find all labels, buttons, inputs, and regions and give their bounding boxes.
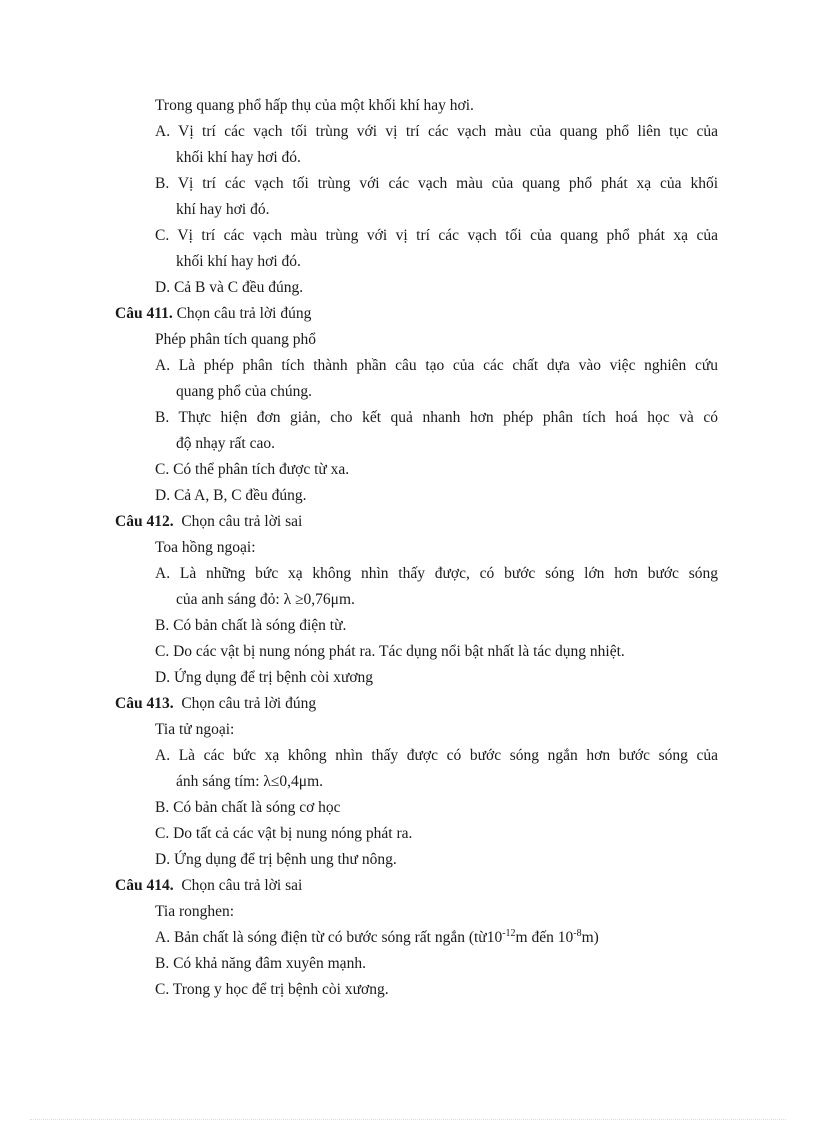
answer-option: C. Do các vật bị nung nóng phát ra. Tác dụng nổi bật nhất là tác dụng nhiệt. [155, 643, 625, 660]
answer-option: B. Thực hiện đơn giản, cho kết quả nhanh hơn phép phân tích hoá học và có [155, 409, 718, 426]
question-instruction: Chọn câu trả lời đúng [173, 695, 317, 712]
answer-option: A. Vị trí các vạch tối trùng với vị trí các vạch màu của quang phổ liên tục của [155, 123, 718, 140]
answer-option: C. Có thể phân tích được từ xa. [155, 461, 350, 478]
answer-option-continuation: khí hay hơi đó. [176, 201, 270, 218]
answer-option: A. Là những bức xạ không nhìn thấy được, có bước sóng lớn hơn bước sóng [155, 565, 718, 582]
question-stem: Tia ronghen: [155, 903, 235, 920]
answer-option: C. Trong y học để trị bệnh còi xương. [155, 981, 389, 998]
question-number: Câu 412. [115, 513, 174, 530]
exponent: -12 [502, 928, 516, 939]
answer-option: D. Cả A, B, C đều đúng. [155, 487, 307, 504]
answer-option: B. Có bản chất là sóng cơ học [155, 799, 341, 816]
answer-option [155, 928, 718, 948]
answer-option-continuation: độ nhạy rất cao. [176, 435, 275, 452]
answer-option-continuation: khối khí hay hơi đó. [176, 253, 301, 270]
question-instruction: Chọn câu trả lời sai [173, 513, 303, 530]
answer-option-continuation: ánh sáng tím: λ≤0,4μm. [176, 773, 324, 790]
answer-option-continuation: khối khí hay hơi đó. [176, 149, 301, 166]
question-heading [115, 876, 302, 896]
answer-option: D. Cả B và C đều đúng. [155, 279, 304, 296]
question-stem: Phép phân tích quang phổ [155, 331, 317, 348]
question-number: Câu 413. [115, 695, 174, 712]
answer-option: C. Do tất cả các vật bị nung nóng phát ra. [155, 825, 413, 842]
question-heading [115, 512, 302, 532]
question-stem: Tia tử ngoại: [155, 721, 235, 738]
answer-option: A. Là các bức xạ không nhìn thấy được có bước sóng ngắn hơn bước sóng của [155, 747, 718, 764]
question-instruction: Chọn câu trả lời đúng [172, 305, 312, 322]
answer-option: B. Vị trí các vạch tối trùng với các vạch màu của quang phổ phát xạ của khối [155, 175, 718, 192]
question-stem: Trong quang phổ hấp thụ của một khối khí hay hơi. [155, 97, 474, 114]
option-text-part: A. Bản chất là sóng điện từ có bước sóng rất ngắn (từ10 [155, 929, 503, 946]
answer-option-continuation: của anh sáng đỏ: λ ≥0,76μm. [176, 591, 355, 608]
question-number: Câu 414. [115, 877, 174, 894]
answer-option: D. Ứng dụng để trị bệnh ung thư nông. [155, 851, 397, 868]
question-heading [115, 694, 316, 714]
answer-option: B. Có bản chất là sóng điện từ. [155, 617, 347, 634]
option-text-part: m đến 10 [515, 929, 574, 946]
answer-option: B. Có khả năng đâm xuyên mạnh. [155, 955, 366, 972]
question-heading [115, 304, 311, 324]
answer-option-continuation: quang phổ của chúng. [176, 383, 313, 400]
exponent: -8 [573, 928, 582, 939]
answer-option: A. Là phép phân tích thành phần câu tạo của các chất dựa vào việc nghiên cứu [155, 357, 718, 374]
option-text-part: m) [581, 929, 599, 946]
question-instruction: Chọn câu trả lời sai [173, 877, 303, 894]
answer-option: D. Ứng dụng để trị bệnh còi xương [155, 669, 374, 686]
answer-option: C. Vị trí các vạch màu trùng với vị trí các vạch tối của quang phổ phát xạ của [155, 227, 718, 244]
page-bottom-rule [30, 1119, 786, 1120]
question-number: Câu 411. [115, 305, 173, 322]
question-stem: Toa hồng ngoại: [155, 539, 256, 556]
